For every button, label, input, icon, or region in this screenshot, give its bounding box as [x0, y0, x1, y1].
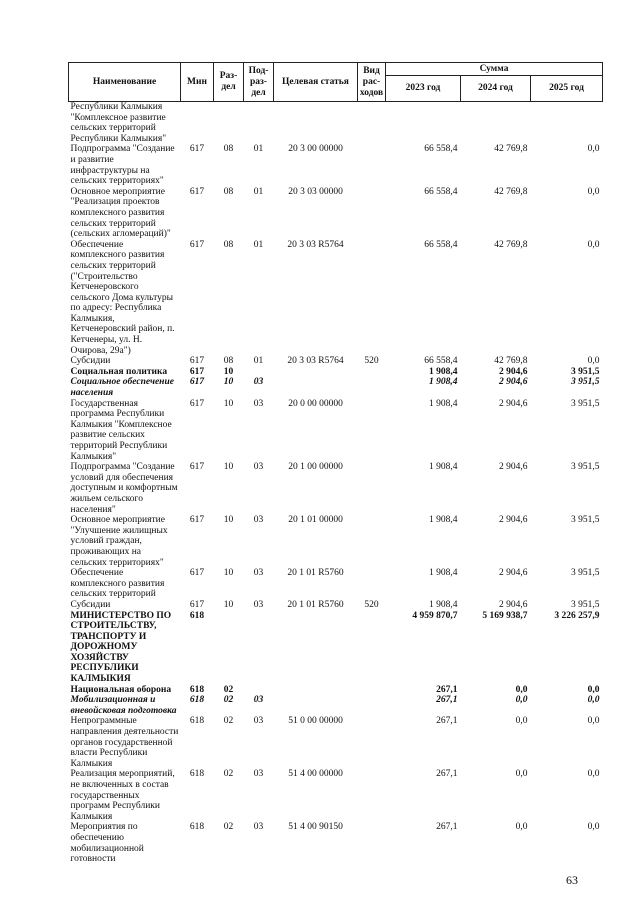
cell-name: Субсидии	[70, 599, 111, 610]
cell-target	[274, 377, 358, 398]
table-row	[69, 187, 603, 240]
header-name: Наименование	[69, 63, 181, 102]
cell-name: МИНИСТЕРСТВО ПО СТРОИТЕЛЬСТВУ, ТРАНСПОРТУ И ДОРОЖНОМУ ХОЗЯЙСТВУ РЕСПУБЛИКИ КАЛМЫКИЯ	[70, 610, 172, 685]
cell-razdel	[214, 611, 244, 685]
cell-podrazdel: 03	[253, 716, 264, 727]
table-row	[69, 377, 603, 398]
cell-podrazdel: 03	[253, 695, 264, 706]
cell-vid: 520	[364, 599, 379, 610]
table-body	[69, 102, 603, 865]
cell-2025: 3 226 257,9	[554, 610, 600, 621]
table-row	[69, 685, 603, 696]
cell-razdel: 08	[223, 356, 234, 367]
cell-2025: 3 951,5	[571, 568, 600, 579]
table-row	[69, 568, 603, 600]
cell-2025: 3 951,5	[571, 366, 600, 377]
cell-2023: 1 908,4	[429, 515, 458, 526]
cell-vid	[358, 611, 386, 685]
cell-min: 618	[189, 684, 205, 695]
cell-razdel: 10	[223, 398, 234, 409]
cell-name: Социальное обеспечение населения	[70, 377, 174, 399]
cell-razdel: 10	[223, 568, 234, 579]
cell-vid	[358, 144, 386, 186]
cell-2024	[461, 102, 531, 145]
cell-min: 617	[189, 599, 205, 610]
cell-2023: 4 959 870,7	[412, 610, 458, 621]
cell-2025: 0,0	[587, 684, 600, 695]
cell-name: Мероприятия по обеспечению мобилизационной готовности	[70, 822, 144, 865]
cell-min: 617	[189, 366, 205, 377]
cell-2024: 2 904,6	[499, 599, 528, 610]
cell-2023: 267,1	[436, 822, 458, 833]
cell-vid	[358, 568, 386, 600]
cell-2025: 0,0	[587, 716, 600, 727]
cell-2023: 1 908,4	[429, 599, 458, 610]
cell-podrazdel: 03	[253, 515, 264, 526]
cell-podrazdel	[244, 685, 274, 696]
cell-min: 618	[189, 769, 205, 780]
cell-name: Обеспечение комплексного развития сельских территорий	[70, 568, 165, 600]
cell-2023: 267,1	[436, 716, 458, 727]
cell-min: 617	[189, 186, 205, 197]
cell-razdel: 02	[223, 684, 234, 695]
cell-podrazdel: 01	[253, 356, 264, 367]
cell-razdel: 02	[223, 716, 234, 727]
cell-podrazdel	[244, 102, 274, 145]
cell-2024: 0,0	[515, 695, 528, 706]
cell-name: Подпрограмма "Создание условий для обеспечения доступным и комфортным жильем сельского населения"	[70, 462, 178, 515]
cell-target	[274, 685, 358, 696]
header-2025: 2025 год	[531, 76, 603, 102]
cell-vid	[358, 515, 386, 568]
cell-2023: 66 558,4	[424, 186, 458, 197]
cell-2023: 1 908,4	[429, 398, 458, 409]
cell-vid	[358, 240, 386, 357]
table-header	[69, 63, 603, 102]
cell-min: 617	[189, 356, 205, 367]
cell-2025: 3 951,5	[571, 462, 600, 473]
cell-podrazdel: 01	[253, 144, 264, 155]
cell-target: 20 1 00 00000	[288, 462, 343, 473]
cell-2023: 1 908,4	[429, 568, 458, 579]
cell-2025: 3 951,5	[571, 599, 600, 610]
cell-razdel	[214, 102, 244, 145]
cell-razdel: 02	[223, 769, 234, 780]
header-sum: Сумма	[386, 63, 603, 76]
cell-2024: 42 769,8	[494, 239, 528, 250]
cell-target	[274, 102, 358, 145]
cell-2023: 267,1	[436, 695, 458, 706]
cell-podrazdel: 01	[253, 239, 264, 250]
cell-2023: 267,1	[436, 684, 458, 695]
cell-2025	[531, 102, 603, 145]
cell-2025: 0,0	[587, 186, 600, 197]
cell-razdel: 08	[223, 239, 234, 250]
cell-razdel: 08	[223, 186, 234, 197]
cell-min	[181, 102, 214, 145]
cell-min: 617	[189, 144, 205, 155]
cell-name: Подпрограмма "Создание и развитие инфраструктуры на сельских территориях"	[70, 144, 175, 187]
cell-2023	[386, 102, 461, 145]
cell-2023: 267,1	[436, 769, 458, 780]
header-vid: Вид рас-ходов	[358, 63, 386, 102]
cell-min: 617	[189, 568, 205, 579]
cell-razdel: 10	[223, 366, 234, 377]
cell-podrazdel: 03	[253, 377, 264, 388]
cell-vid	[358, 187, 386, 240]
cell-2024: 2 904,6	[499, 568, 528, 579]
cell-target	[274, 611, 358, 685]
cell-vid	[358, 685, 386, 696]
cell-target: 20 1 01 R5760	[287, 568, 344, 579]
cell-vid	[358, 367, 386, 378]
cell-razdel: 02	[223, 822, 234, 833]
cell-target: 51 4 00 00000	[288, 769, 343, 780]
cell-razdel: 10	[223, 599, 234, 610]
cell-2024: 42 769,8	[494, 186, 528, 197]
page-number: 63	[566, 873, 578, 887]
cell-2024: 0,0	[515, 684, 528, 695]
cell-podrazdel: 01	[253, 186, 264, 197]
header-target: Целевая статья	[274, 63, 358, 102]
cell-name: Обеспечение комплексного развития сельских территорий ("Строительство Кетченеровского сельского Дома культуры по адресу: Республика Калмыкия, Кетченеровский район, п. Кетченеры, ул. Н. Очирова, 29а")	[70, 239, 175, 356]
table-row	[69, 515, 603, 568]
cell-2024: 5 169 938,7	[482, 610, 528, 621]
budget-table-page	[68, 62, 602, 865]
cell-target: 20 0 00 00000	[288, 398, 343, 409]
cell-2025: 0,0	[587, 769, 600, 780]
cell-2024: 2 904,6	[499, 366, 528, 377]
cell-razdel: 10	[223, 462, 234, 473]
cell-2025: 0,0	[587, 144, 600, 155]
cell-vid	[358, 462, 386, 515]
cell-target: 20 1 01 00000	[288, 515, 343, 526]
cell-2025: 3 951,5	[571, 398, 600, 409]
cell-2025: 0,0	[587, 695, 600, 706]
cell-min: 618	[189, 695, 205, 706]
cell-vid	[358, 716, 386, 769]
table-row	[69, 462, 603, 515]
cell-podrazdel: 03	[253, 599, 264, 610]
cell-min: 617	[189, 515, 205, 526]
cell-target	[274, 367, 358, 378]
header-min: Мин	[181, 63, 214, 102]
cell-2024: 2 904,6	[499, 398, 528, 409]
cell-podrazdel	[244, 611, 274, 685]
cell-2024: 42 769,8	[494, 356, 528, 367]
cell-vid	[358, 695, 386, 716]
cell-name: Непрограммные направления деятельности органов государственной власти Республики Калмыкия	[70, 716, 179, 769]
cell-2023: 1 908,4	[429, 462, 458, 473]
table-row	[69, 144, 603, 186]
budget-table	[68, 62, 603, 865]
cell-podrazdel: 03	[253, 462, 264, 473]
table-row	[69, 240, 603, 357]
cell-podrazdel: 03	[253, 398, 264, 409]
cell-name: Мобилизационная и вневойсковая подготовка	[70, 695, 177, 716]
cell-2023: 1 908,4	[429, 366, 458, 377]
cell-min: 617	[189, 239, 205, 250]
cell-min: 618	[189, 716, 205, 727]
header-razdel: Раз-дел	[214, 63, 244, 102]
header-2024: 2024 год	[461, 76, 531, 102]
cell-target: 20 3 03 R5764	[287, 356, 344, 367]
cell-2025: 0,0	[587, 239, 600, 250]
cell-2024: 0,0	[515, 716, 528, 727]
cell-name: Государственная программа Республики Калмыкия "Комплексное развитие сельских территорий Республики Калмыкия"	[70, 398, 172, 462]
cell-vid: 520	[364, 356, 379, 367]
cell-name: Субсидии	[70, 356, 111, 367]
cell-min: 618	[189, 610, 205, 621]
cell-vid	[358, 822, 386, 864]
cell-vid	[358, 377, 386, 398]
table-row	[69, 769, 603, 822]
cell-min: 617	[189, 398, 205, 409]
cell-razdel: 08	[223, 144, 234, 155]
cell-min: 617	[189, 462, 205, 473]
header-podrazdel: Под-раз-дел	[244, 63, 274, 102]
cell-target: 20 3 03 R5764	[287, 239, 344, 250]
cell-2025: 0,0	[587, 822, 600, 833]
cell-target: 20 3 03 00000	[288, 186, 343, 197]
cell-target: 51 4 00 90150	[288, 822, 343, 833]
cell-podrazdel: 03	[253, 568, 264, 579]
cell-2025: 3 951,5	[571, 515, 600, 526]
cell-min: 617	[189, 377, 205, 388]
table-row	[69, 102, 603, 145]
table-row	[69, 716, 603, 769]
cell-2024: 0,0	[515, 769, 528, 780]
cell-target	[274, 695, 358, 716]
cell-razdel: 10	[223, 377, 234, 388]
cell-razdel: 10	[223, 515, 234, 526]
table-row	[69, 822, 603, 864]
table-row	[69, 600, 603, 611]
cell-name: Национальная оборона	[70, 684, 172, 695]
cell-vid	[358, 399, 386, 463]
cell-target: 20 1 01 R5760	[287, 599, 344, 610]
table-row	[69, 695, 603, 716]
cell-2023: 1 908,4	[429, 377, 458, 388]
cell-min: 618	[189, 822, 205, 833]
cell-name: Основное мероприятие "Реализация проектов комплексного развития сельских территорий (сельских агломераций)"	[70, 186, 171, 240]
cell-2024: 2 904,6	[499, 377, 528, 388]
cell-podrazdel: 03	[253, 822, 264, 833]
cell-2025: 0,0	[587, 356, 600, 367]
cell-name: Основное мероприятие "Улучшение жилищных условий граждан, проживающих на сельских территориях"	[70, 515, 168, 568]
table-row	[69, 611, 603, 685]
cell-name: Социальная политика	[70, 366, 168, 377]
cell-name: Республики Калмыкия "Комплексное развитие сельских территорий Республики Калмыкия"	[70, 102, 167, 144]
cell-2023: 66 558,4	[424, 239, 458, 250]
cell-2025: 3 951,5	[571, 377, 600, 388]
cell-podrazdel: 03	[253, 769, 264, 780]
cell-2024: 2 904,6	[499, 515, 528, 526]
cell-2024: 2 904,6	[499, 462, 528, 473]
cell-target: 20 3 00 00000	[288, 144, 343, 155]
cell-podrazdel	[244, 367, 274, 378]
table-row	[69, 399, 603, 463]
cell-razdel: 02	[223, 695, 234, 706]
header-2023: 2023 год	[386, 76, 461, 102]
table-row	[69, 367, 603, 378]
cell-2023: 66 558,4	[424, 356, 458, 367]
cell-vid	[358, 102, 386, 145]
cell-2024: 0,0	[515, 822, 528, 833]
cell-vid	[358, 769, 386, 822]
cell-name: Реализация мероприятий, не включенных в состав государственных программ Республики Калмыкия	[70, 769, 175, 822]
cell-2024: 42 769,8	[494, 144, 528, 155]
cell-2023: 66 558,4	[424, 144, 458, 155]
cell-target: 51 0 00 00000	[288, 716, 343, 727]
table-row	[69, 356, 603, 367]
